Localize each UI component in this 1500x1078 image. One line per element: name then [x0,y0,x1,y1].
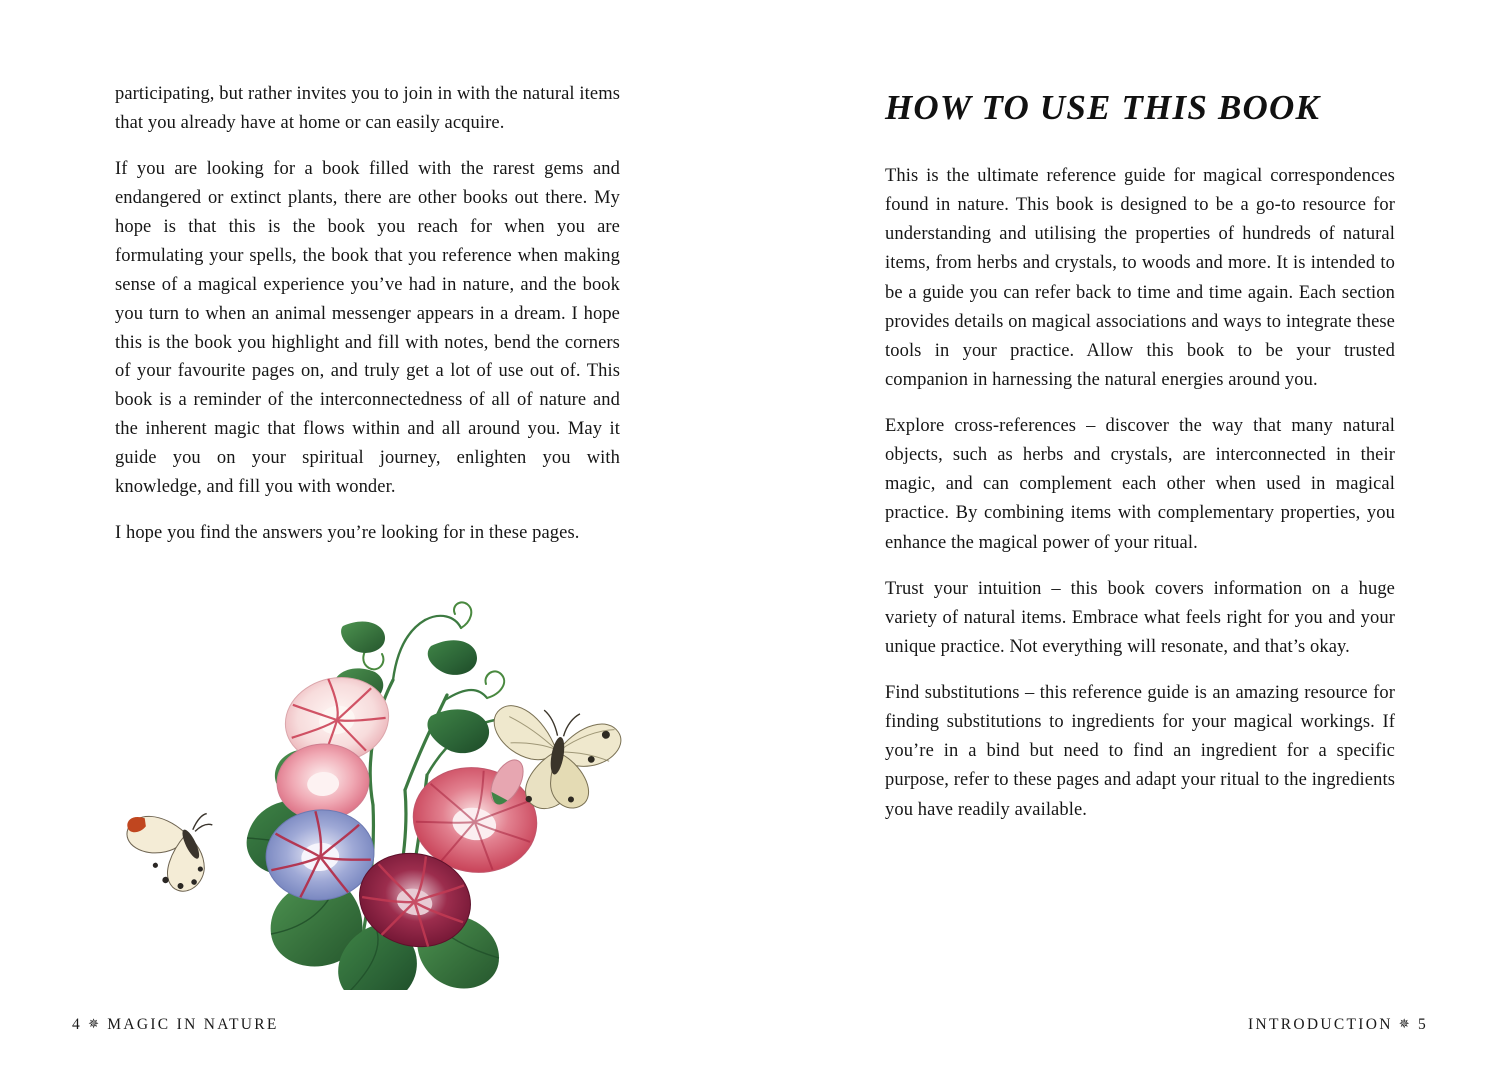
morning-glory-illustration [75,520,675,990]
paragraph: If you are looking for a book filled with the rarest gems and endangered or extinct plants, there are other books out there. My hope is that this is the book you reach for when you are formulating your spells, the book that you reference when making sense of a magical experience you’ve had in nature, and the book you turn to when an animal messenger appears in a dream. I hope this is the book you highlight and fill with notes, bend the corners of your favourite pages on, and truly get a lot of use out of. This book is a reminder of the interconnectedness of all of nature and the inherent magic that flows within and all around you. May it guide you on your spiritual journey, enlighten you with knowledge, and fill you with wonder. [115,158,620,498]
folio-left [72,1016,279,1034]
paragraph: Find substitutions – this reference guide is an amazing resource for finding substitutions to ingredients for your magical workings. If you’re in a bind but need to find an ingredient for a specific purpose, refer to these pages and adapt your ritual to the ingredients you have readily available. [885,683,1395,820]
paragraph: Explore cross-references – discover the way that many natural objects, such as herbs and crystals, are interconnected in their magic, and can complement each other when used in magical practice. By combining items with complementary properties, you enhance the magical power of your ritual. [885,416,1395,553]
paragraph: participating, but rather invites you to join in with the natural items that you already have at home or can easily acquire. [115,84,620,133]
paragraph: Trust your intuition – this book covers information on a huge variety of natural items. Embrace what feels right for you and your unique practice. Not everything will resonate, and that’s okay. [885,578,1395,657]
folio-separator-icon: ✵ [1398,1016,1412,1031]
right-page-body [885,162,1395,825]
right-page [750,0,1500,1078]
running-head: MAGIC IN NATURE [107,1016,279,1033]
folio-separator-icon: ✵ [88,1016,102,1031]
left-page-body [115,80,620,548]
paragraph: This is the ultimate reference guide for magical correspondences found in nature. This book is designed to be a go-to resource for understanding and utilising the properties of hundreds of natural items, from herbs and crystals, to woods and more. It is intended to be a guide you can refer back to time and time again. Each section provides details on magical associations and ways to integrate these tools in your practice. Allow this book to be your trusted companion in harnessing the natural energies around you. [885,166,1395,390]
page-title: HOW TO USE THIS BOOK [885,88,1321,127]
butterfly-orange-tip [125,807,221,898]
paragraph: I hope you find the answers you’re looking for in these pages. [115,523,580,544]
page-number: 4 [72,1016,83,1033]
page-number: 5 [1417,1016,1428,1033]
folio-right [1248,1016,1428,1034]
running-head: INTRODUCTION [1248,1016,1393,1033]
